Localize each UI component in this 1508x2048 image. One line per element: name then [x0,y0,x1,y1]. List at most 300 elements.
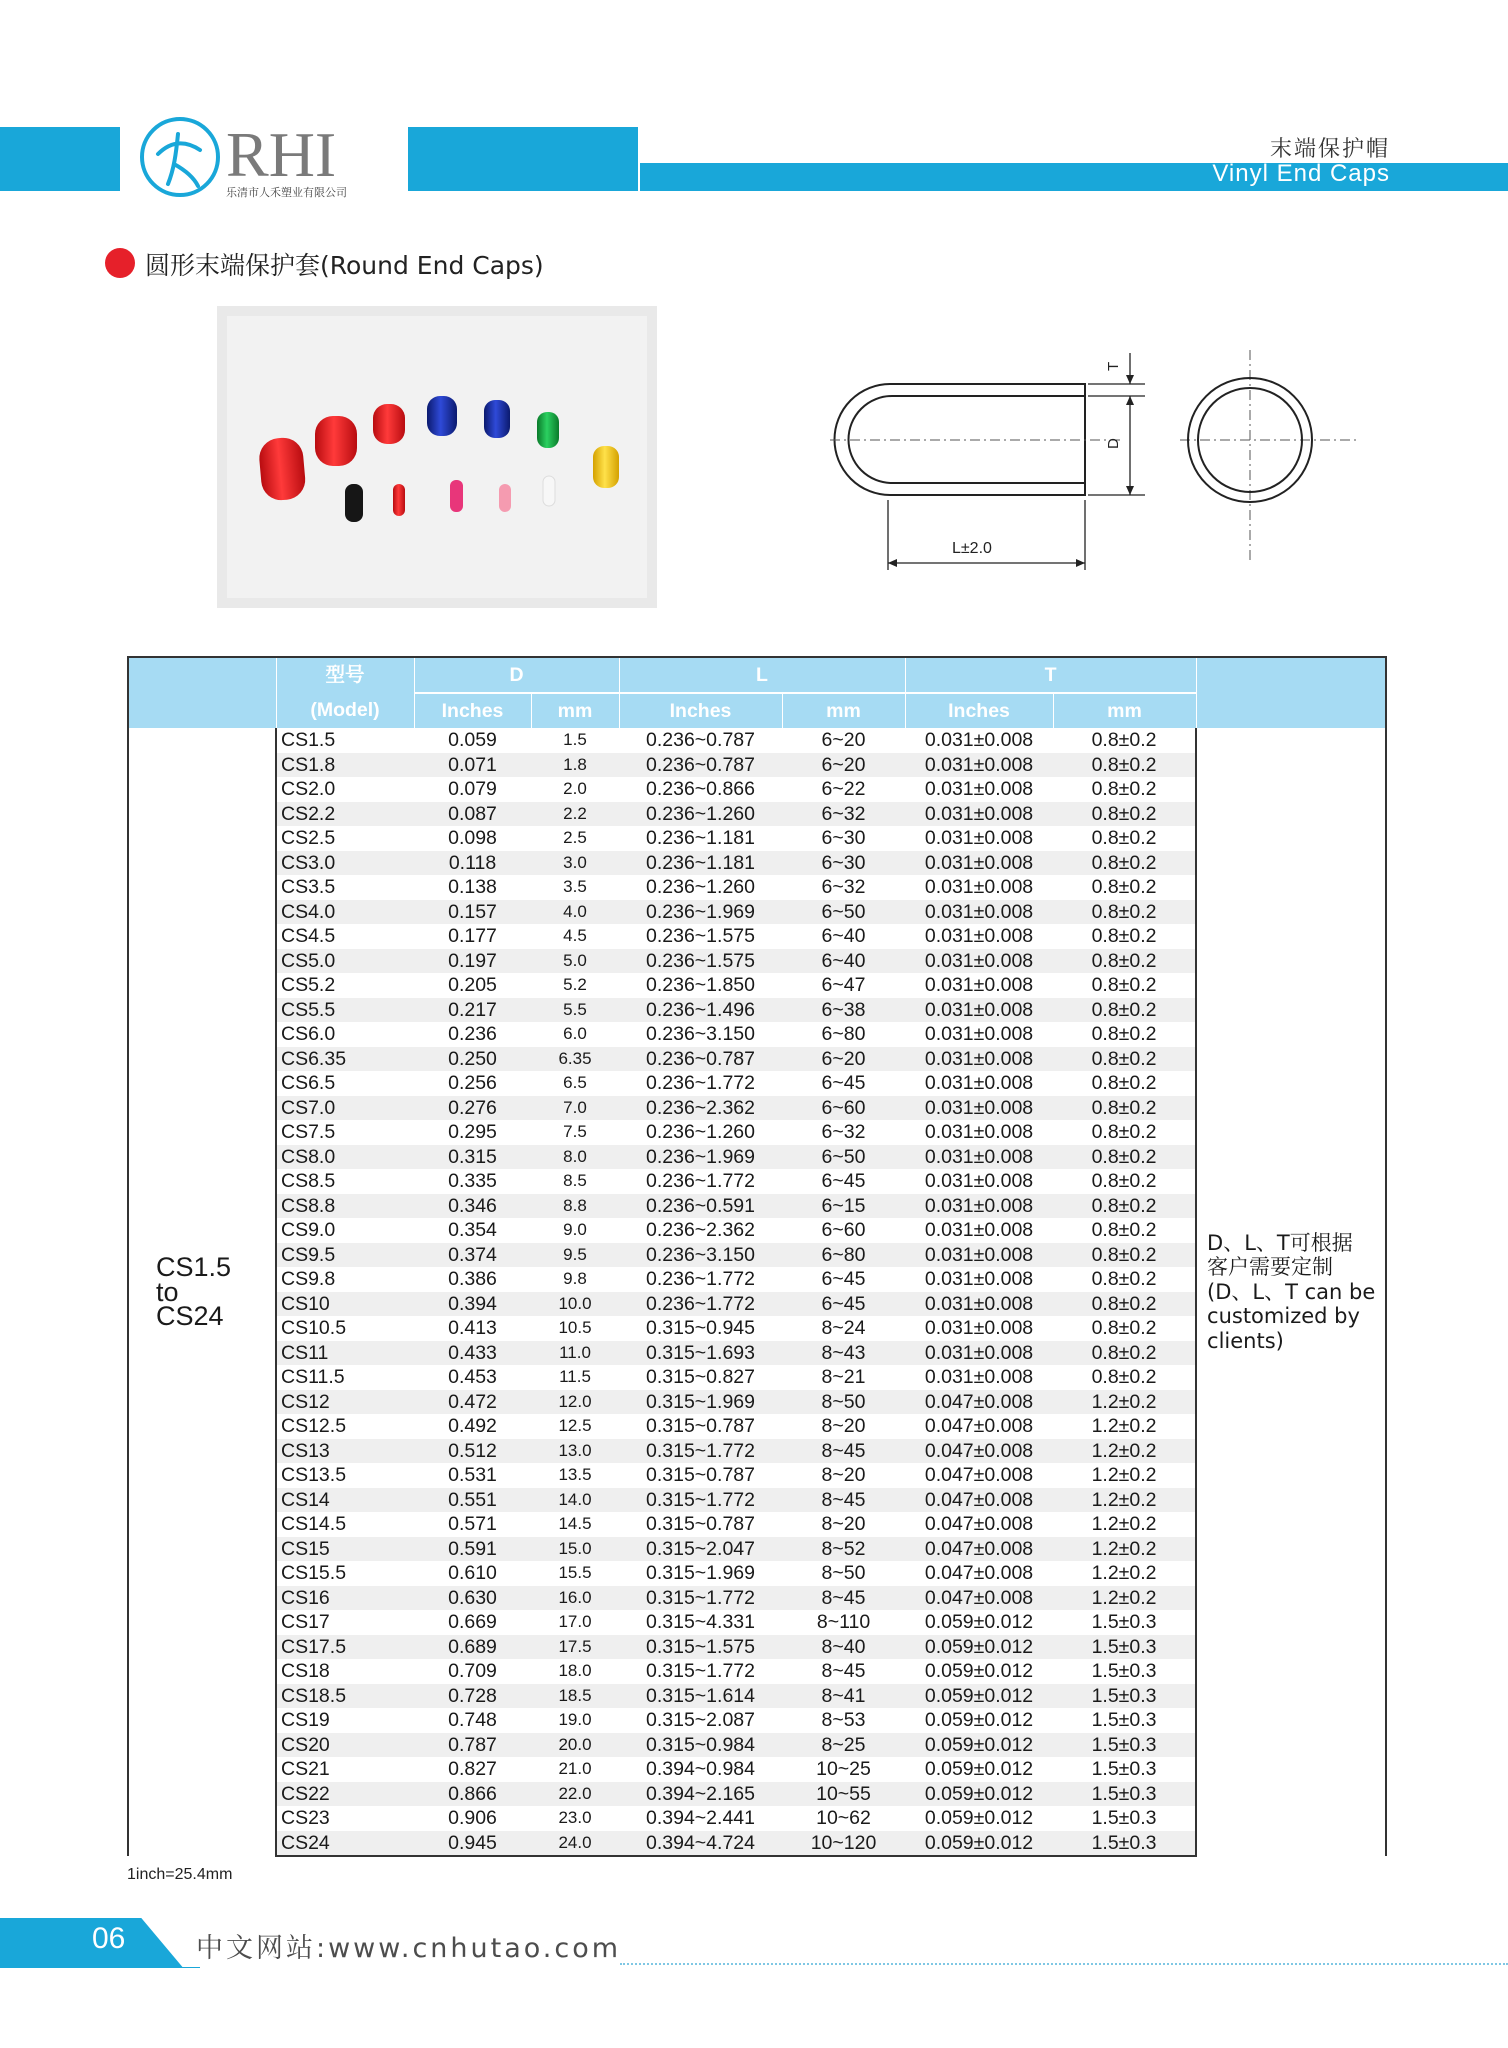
header-d: D [414,657,619,693]
model-range-label [128,728,276,1856]
cell-model: CS4.5 [276,924,414,949]
cell-model: CS24 [276,1831,414,1857]
cell-l-mm: 6~45 [782,1292,905,1317]
cell-l-mm: 6~80 [782,1022,905,1047]
cell-t-mm: 0.8±0.2 [1053,1267,1196,1292]
cell-l-mm: 6~45 [782,1267,905,1292]
cell-l-inches: 0.236~2.362 [619,1218,782,1243]
cell-model: CS9.8 [276,1267,414,1292]
customization-note-line: customized by [1207,1304,1360,1329]
cell-d-inches: 0.205 [414,973,531,998]
cell-d-mm: 10.5 [531,1316,619,1341]
header-l-inches: Inches [619,693,782,728]
cell-d-mm: 9.8 [531,1267,619,1292]
cell-t-mm: 0.8±0.2 [1053,949,1196,974]
cell-t-inches: 0.047±0.008 [905,1586,1053,1611]
product-photo [217,306,657,608]
diagram-label-t: T [1105,361,1122,371]
cell-model: CS15 [276,1537,414,1562]
cell-l-mm: 6~32 [782,1120,905,1145]
cell-d-mm: 8.5 [531,1169,619,1194]
end-caps-illustration [227,316,647,598]
cell-t-inches: 0.031±0.008 [905,1267,1053,1292]
cell-d-inches: 0.787 [414,1733,531,1758]
cell-l-inches: 0.315~4.331 [619,1610,782,1635]
cell-l-mm: 10~120 [782,1831,905,1857]
cell-d-inches: 0.945 [414,1831,531,1857]
cell-l-mm: 8~43 [782,1341,905,1366]
cell-l-inches: 0.315~1.772 [619,1488,782,1513]
cell-d-inches: 0.250 [414,1047,531,1072]
cell-t-inches: 0.047±0.008 [905,1561,1053,1586]
cell-d-inches: 0.177 [414,924,531,949]
cell-t-mm: 0.8±0.2 [1053,1120,1196,1145]
cell-t-inches: 0.031±0.008 [905,777,1053,802]
cell-model: CS13 [276,1439,414,1464]
cell-d-mm: 4.5 [531,924,619,949]
footer-dotted-line [620,1963,1508,1965]
cell-d-mm: 3.0 [531,851,619,876]
cell-t-mm: 1.2±0.2 [1053,1414,1196,1439]
cell-d-mm: 13.0 [531,1439,619,1464]
cell-l-mm: 8~50 [782,1561,905,1586]
brand-text: RHI [226,119,337,190]
cell-d-inches: 0.335 [414,1169,531,1194]
cell-t-mm: 0.8±0.2 [1053,1194,1196,1219]
cell-d-mm: 5.0 [531,949,619,974]
cell-d-mm: 8.0 [531,1145,619,1170]
cell-t-mm: 0.8±0.2 [1053,875,1196,900]
cell-t-inches: 0.031±0.008 [905,1341,1053,1366]
cell-model: CS16 [276,1586,414,1611]
cell-t-inches: 0.031±0.008 [905,924,1053,949]
cell-t-inches: 0.031±0.008 [905,1292,1053,1317]
cell-l-inches: 0.315~1.969 [619,1561,782,1586]
cell-d-mm: 19.0 [531,1708,619,1733]
cell-l-inches: 0.236~0.787 [619,728,782,753]
cell-t-mm: 0.8±0.2 [1053,1292,1196,1317]
cell-model: CS2.2 [276,802,414,827]
cell-l-mm: 10~62 [782,1806,905,1831]
cell-l-inches: 0.236~0.787 [619,753,782,778]
cell-d-mm: 23.0 [531,1806,619,1831]
cell-d-inches: 0.630 [414,1586,531,1611]
cell-d-mm: 4.0 [531,900,619,925]
cell-d-mm: 14.0 [531,1488,619,1513]
cell-d-inches: 0.492 [414,1414,531,1439]
cell-d-inches: 0.551 [414,1488,531,1513]
cell-t-mm: 0.8±0.2 [1053,1341,1196,1366]
customization-note [1196,728,1386,1856]
cell-d-inches: 0.059 [414,728,531,753]
cell-t-inches: 0.059±0.012 [905,1684,1053,1709]
cell-model: CS5.5 [276,998,414,1023]
cell-t-mm: 1.2±0.2 [1053,1537,1196,1562]
cell-t-mm: 0.8±0.2 [1053,728,1196,753]
cell-l-mm: 6~15 [782,1194,905,1219]
cell-t-inches: 0.059±0.012 [905,1782,1053,1807]
cell-model: CS7.0 [276,1096,414,1121]
cell-d-inches: 0.453 [414,1365,531,1390]
cell-t-mm: 0.8±0.2 [1053,1096,1196,1121]
cell-t-inches: 0.047±0.008 [905,1414,1053,1439]
cell-d-mm: 15.0 [531,1537,619,1562]
cell-d-mm: 18.5 [531,1684,619,1709]
cell-l-inches: 0.236~3.150 [619,1243,782,1268]
cell-l-mm: 8~24 [782,1316,905,1341]
cell-model: CS6.0 [276,1022,414,1047]
cell-l-inches: 0.394~2.165 [619,1782,782,1807]
spec-table [127,656,1387,1857]
cell-t-inches: 0.031±0.008 [905,851,1053,876]
cell-t-mm: 1.2±0.2 [1053,1439,1196,1464]
cell-l-mm: 8~45 [782,1439,905,1464]
cell-t-inches: 0.031±0.008 [905,1145,1053,1170]
cell-l-mm: 6~50 [782,900,905,925]
cell-t-inches: 0.031±0.008 [905,1365,1053,1390]
cell-l-inches: 0.315~1.772 [619,1586,782,1611]
cell-model: CS1.8 [276,753,414,778]
cell-l-mm: 10~25 [782,1757,905,1782]
cell-d-mm: 5.5 [531,998,619,1023]
cell-l-inches: 0.315~0.827 [619,1365,782,1390]
cell-t-inches: 0.031±0.008 [905,1120,1053,1145]
cell-model: CS12.5 [276,1414,414,1439]
cell-t-inches: 0.059±0.012 [905,1757,1053,1782]
cell-d-mm: 17.5 [531,1635,619,1660]
cell-model: CS12 [276,1390,414,1415]
cell-model: CS11.5 [276,1365,414,1390]
cell-d-inches: 0.295 [414,1120,531,1145]
cell-model: CS18 [276,1659,414,1684]
cell-l-inches: 0.236~1.260 [619,875,782,900]
spec-table-container [127,656,1385,1857]
cell-d-mm: 3.5 [531,875,619,900]
cell-l-inches: 0.315~0.787 [619,1414,782,1439]
cell-d-inches: 0.138 [414,875,531,900]
cell-model: CS7.5 [276,1120,414,1145]
cell-model: CS6.5 [276,1071,414,1096]
cell-d-inches: 0.157 [414,900,531,925]
cell-t-inches: 0.031±0.008 [905,1243,1053,1268]
cell-model: CS6.35 [276,1047,414,1072]
cell-l-inches: 0.236~1.850 [619,973,782,998]
cell-l-inches: 0.236~1.181 [619,851,782,876]
header-t-mm: mm [1053,693,1196,728]
footer-website-link[interactable]: 中文网站:www.cnhutao.com [196,1933,622,1964]
cell-l-inches: 0.315~1.772 [619,1439,782,1464]
cell-d-mm: 6.5 [531,1071,619,1096]
cell-d-mm: 24.0 [531,1831,619,1857]
cell-model: CS11 [276,1341,414,1366]
cell-l-mm: 10~55 [782,1782,905,1807]
cell-d-mm: 6.0 [531,1022,619,1047]
cell-t-mm: 1.2±0.2 [1053,1488,1196,1513]
cell-l-inches: 0.394~2.441 [619,1806,782,1831]
cell-model: CS10 [276,1292,414,1317]
cell-d-inches: 0.689 [414,1635,531,1660]
cell-t-mm: 1.5±0.3 [1053,1610,1196,1635]
cell-t-mm: 1.5±0.3 [1053,1708,1196,1733]
cell-t-mm: 1.5±0.3 [1053,1659,1196,1684]
cell-model: CS18.5 [276,1684,414,1709]
cell-l-inches: 0.315~1.772 [619,1659,782,1684]
cell-l-mm: 8~25 [782,1733,905,1758]
cell-l-mm: 8~45 [782,1659,905,1684]
header-empty-left [128,657,276,728]
cell-t-inches: 0.031±0.008 [905,900,1053,925]
cell-t-mm: 1.2±0.2 [1053,1463,1196,1488]
cell-t-inches: 0.031±0.008 [905,1316,1053,1341]
cell-t-inches: 0.031±0.008 [905,753,1053,778]
cell-model: CS21 [276,1757,414,1782]
cell-l-mm: 6~20 [782,753,905,778]
cell-l-mm: 8~20 [782,1512,905,1537]
cell-t-mm: 0.8±0.2 [1053,1218,1196,1243]
cell-d-mm: 5.2 [531,973,619,998]
cell-l-mm: 6~80 [782,1243,905,1268]
cell-t-inches: 0.031±0.008 [905,1194,1053,1219]
cell-l-inches: 0.315~1.969 [619,1390,782,1415]
cell-l-mm: 6~40 [782,924,905,949]
cell-model: CS3.5 [276,875,414,900]
cell-model: CS8.8 [276,1194,414,1219]
cell-t-mm: 0.8±0.2 [1053,777,1196,802]
cell-t-inches: 0.031±0.008 [905,1096,1053,1121]
cell-d-mm: 1.5 [531,728,619,753]
cell-d-inches: 0.728 [414,1684,531,1709]
cell-t-inches: 0.059±0.012 [905,1659,1053,1684]
cell-d-inches: 0.591 [414,1537,531,1562]
cell-d-inches: 0.669 [414,1610,531,1635]
cell-model: CS9.0 [276,1218,414,1243]
cell-d-inches: 0.087 [414,802,531,827]
cell-l-inches: 0.236~1.772 [619,1267,782,1292]
cell-d-inches: 0.433 [414,1341,531,1366]
cell-t-mm: 0.8±0.2 [1053,1022,1196,1047]
cell-l-mm: 6~60 [782,1218,905,1243]
cell-d-inches: 0.571 [414,1512,531,1537]
header-d-inches: Inches [414,693,531,728]
cell-t-mm: 0.8±0.2 [1053,851,1196,876]
cell-l-inches: 0.236~1.772 [619,1071,782,1096]
cell-l-mm: 8~52 [782,1537,905,1562]
cell-t-inches: 0.059±0.012 [905,1806,1053,1831]
header-t-inches: Inches [905,693,1053,728]
cell-t-inches: 0.031±0.008 [905,1071,1053,1096]
cell-t-mm: 0.8±0.2 [1053,924,1196,949]
cell-t-mm: 0.8±0.2 [1053,998,1196,1023]
cell-l-mm: 6~50 [782,1145,905,1170]
cell-model: CS5.2 [276,973,414,998]
cell-l-mm: 8~20 [782,1414,905,1439]
cell-model: CS17.5 [276,1635,414,1660]
cell-l-inches: 0.315~0.945 [619,1316,782,1341]
cell-l-inches: 0.236~0.787 [619,1047,782,1072]
cell-l-mm: 8~21 [782,1365,905,1390]
cell-model: CS23 [276,1806,414,1831]
cell-t-mm: 0.8±0.2 [1053,1071,1196,1096]
cell-model: CS15.5 [276,1561,414,1586]
cell-model: CS1.5 [276,728,414,753]
model-range-line: CS1.5 [156,1252,232,1283]
cell-l-mm: 8~41 [782,1684,905,1709]
cell-d-inches: 0.413 [414,1316,531,1341]
cell-model: CS4.0 [276,900,414,925]
cell-l-mm: 6~20 [782,728,905,753]
cell-d-inches: 0.610 [414,1561,531,1586]
cell-d-inches: 0.236 [414,1022,531,1047]
cell-d-inches: 0.386 [414,1267,531,1292]
cell-t-inches: 0.047±0.008 [905,1488,1053,1513]
cell-l-inches: 0.315~1.693 [619,1341,782,1366]
cell-l-mm: 8~50 [782,1390,905,1415]
cell-t-inches: 0.031±0.008 [905,1047,1053,1072]
cell-l-inches: 0.236~0.866 [619,777,782,802]
cell-t-mm: 1.5±0.3 [1053,1733,1196,1758]
cell-d-inches: 0.098 [414,826,531,851]
header-d-mm: mm [531,693,619,728]
cell-l-inches: 0.236~1.772 [619,1169,782,1194]
cell-d-mm: 11.5 [531,1365,619,1390]
cell-d-mm: 9.0 [531,1218,619,1243]
cell-d-mm: 1.8 [531,753,619,778]
cell-t-mm: 1.5±0.3 [1053,1635,1196,1660]
cell-model: CS19 [276,1708,414,1733]
cell-l-inches: 0.236~1.496 [619,998,782,1023]
cell-l-inches: 0.315~0.984 [619,1733,782,1758]
company-logo [138,114,398,200]
cell-model: CS22 [276,1782,414,1807]
cell-d-mm: 7.0 [531,1096,619,1121]
header-title-cn: 末端保护帽 [1269,137,1390,162]
cell-t-mm: 1.5±0.3 [1053,1757,1196,1782]
header-title-en: Vinyl End Caps [1212,160,1390,187]
table-row [128,728,1386,753]
cell-d-inches: 0.346 [414,1194,531,1219]
cell-t-inches: 0.047±0.008 [905,1390,1053,1415]
cell-t-mm: 0.8±0.2 [1053,973,1196,998]
cell-l-inches: 0.236~2.362 [619,1096,782,1121]
cell-d-mm: 22.0 [531,1782,619,1807]
cell-l-mm: 6~45 [782,1071,905,1096]
cell-d-inches: 0.748 [414,1708,531,1733]
cell-t-mm: 1.2±0.2 [1053,1512,1196,1537]
cell-l-inches: 0.394~4.724 [619,1831,782,1857]
cell-l-inches: 0.236~1.969 [619,900,782,925]
cell-l-inches: 0.315~2.087 [619,1708,782,1733]
cell-l-mm: 6~20 [782,1047,905,1072]
cell-d-inches: 0.118 [414,851,531,876]
cell-d-inches: 0.354 [414,1218,531,1243]
cell-model: CS2.0 [276,777,414,802]
header-model-cn: 型号 [325,664,365,686]
customization-note-line: D、L、T可根据 [1207,1230,1353,1255]
cell-d-mm: 20.0 [531,1733,619,1758]
cell-t-mm: 1.5±0.3 [1053,1806,1196,1831]
cell-t-inches: 0.031±0.008 [905,998,1053,1023]
cell-t-mm: 0.8±0.2 [1053,1047,1196,1072]
cell-l-mm: 6~32 [782,875,905,900]
cell-model: CS2.5 [276,826,414,851]
unit-footnote: 1inch=25.4mm [127,1866,233,1883]
header-band-left [0,127,120,191]
cell-t-inches: 0.031±0.008 [905,875,1053,900]
cell-d-mm: 18.0 [531,1659,619,1684]
cell-t-inches: 0.031±0.008 [905,728,1053,753]
model-range-line: to [156,1276,179,1307]
cell-model: CS17 [276,1610,414,1635]
cell-l-inches: 0.315~2.047 [619,1537,782,1562]
cell-d-mm: 8.8 [531,1194,619,1219]
cell-t-mm: 1.2±0.2 [1053,1390,1196,1415]
header-empty-right [1196,657,1386,728]
cell-l-mm: 6~45 [782,1169,905,1194]
cell-d-mm: 6.35 [531,1047,619,1072]
cell-l-inches: 0.236~3.150 [619,1022,782,1047]
diagram-label-l: L±2.0 [952,540,992,557]
cell-model: CS14 [276,1488,414,1513]
cell-model: CS8.5 [276,1169,414,1194]
header-t: T [905,657,1196,693]
cell-d-inches: 0.374 [414,1243,531,1268]
cell-l-inches: 0.236~1.260 [619,1120,782,1145]
cell-d-inches: 0.256 [414,1071,531,1096]
cell-d-inches: 0.079 [414,777,531,802]
cell-d-inches: 0.071 [414,753,531,778]
cell-d-inches: 0.472 [414,1390,531,1415]
cell-t-inches: 0.031±0.008 [905,973,1053,998]
cell-t-mm: 1.5±0.3 [1053,1782,1196,1807]
cell-d-inches: 0.315 [414,1145,531,1170]
cell-d-inches: 0.531 [414,1463,531,1488]
cell-model: CS9.5 [276,1243,414,1268]
cell-d-mm: 12.0 [531,1390,619,1415]
header-model [276,657,414,693]
cell-t-mm: 0.8±0.2 [1053,826,1196,851]
cell-t-inches: 0.059±0.012 [905,1831,1053,1857]
cell-t-inches: 0.047±0.008 [905,1463,1053,1488]
cell-l-inches: 0.236~1.575 [619,924,782,949]
cell-l-mm: 6~32 [782,802,905,827]
cell-l-mm: 6~47 [782,973,905,998]
cell-l-mm: 6~38 [782,998,905,1023]
cell-l-inches: 0.236~1.575 [619,949,782,974]
cell-t-mm: 1.2±0.2 [1053,1561,1196,1586]
cell-d-mm: 7.5 [531,1120,619,1145]
model-range-line: CS24 [156,1301,224,1332]
cell-model: CS5.0 [276,949,414,974]
cell-t-mm: 0.8±0.2 [1053,802,1196,827]
cell-d-inches: 0.512 [414,1439,531,1464]
header-l-mm: mm [782,693,905,728]
cell-l-mm: 8~45 [782,1488,905,1513]
cell-t-mm: 1.5±0.3 [1053,1831,1196,1857]
cell-d-mm: 2.2 [531,802,619,827]
cell-l-mm: 6~30 [782,826,905,851]
cell-d-inches: 0.906 [414,1806,531,1831]
cell-t-inches: 0.031±0.008 [905,826,1053,851]
cell-l-mm: 6~40 [782,949,905,974]
cell-t-inches: 0.031±0.008 [905,1022,1053,1047]
cell-d-inches: 0.276 [414,1096,531,1121]
cell-l-inches: 0.394~0.984 [619,1757,782,1782]
cell-d-inches: 0.866 [414,1782,531,1807]
cell-d-mm: 17.0 [531,1610,619,1635]
cell-d-mm: 15.5 [531,1561,619,1586]
cell-d-mm: 9.5 [531,1243,619,1268]
cell-d-inches: 0.827 [414,1757,531,1782]
